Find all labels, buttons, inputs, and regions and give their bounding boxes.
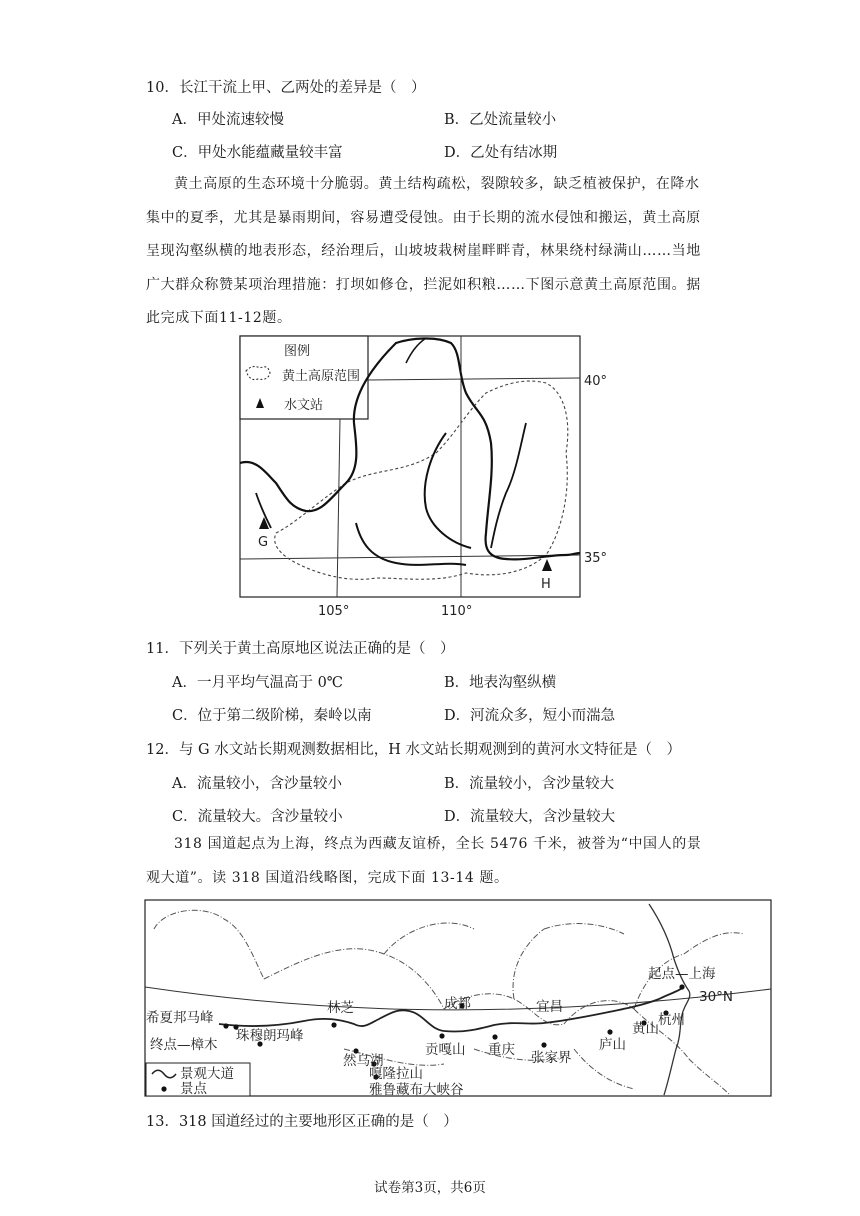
label-gyalaperi: 嘎隆拉山: [369, 1066, 423, 1082]
wei-river: [356, 523, 466, 565]
label-xixabangma: 希夏邦马峰: [146, 1010, 214, 1026]
q12-option-a: A．流量较小，含沙量较小: [172, 776, 342, 792]
q10-option-d: D．乙处有结冰期: [444, 145, 558, 161]
lon-105-label: 105°: [318, 604, 350, 619]
q12-option-c: C．流量较大。含沙量较小: [172, 809, 343, 825]
q13-stem: 13．318 国道经过的主要地形区正确的是（ ）: [146, 1114, 458, 1130]
passage1-line: 呈现沟壑纵横的地表形态，经治理后，山坡坡栽树崖畔畔青，林果绕村绿满山……当地: [146, 243, 701, 259]
legend-station: 水文站: [284, 398, 324, 413]
label-30n: 30°N: [699, 989, 734, 1005]
legend-road: 景观大道: [180, 1066, 234, 1082]
label-gonggashan: 贡嘎山: [425, 1042, 466, 1058]
tributary-river: [425, 433, 471, 548]
label-lushan: 庐山: [599, 1037, 626, 1053]
q12-option-d: D．流量较大，含沙量较大: [444, 809, 616, 825]
q12-stem: 12．与 G 水文站长期观测数据相比，H 水文站长期观测到的黄河水文特征是（ ）: [146, 742, 682, 758]
q10-stem: 10．长江干流上甲、乙两处的差异是（ ）: [146, 80, 426, 96]
q10-option-a: A．甲处流速较慢: [172, 112, 284, 128]
passage1-line: 集中的夏季，尤其是暴雨期间，容易遭受侵蚀。由于长期的流水侵蚀和搬运，黄土高原: [146, 209, 701, 226]
fen-river: [491, 423, 526, 548]
q12-option-b: B．流量较小，含沙量较大: [444, 776, 615, 792]
station-h-label: H: [541, 577, 551, 592]
label-yarlung-canyon: 雅鲁藏布大峡谷: [369, 1082, 464, 1098]
label-chongqing: 重庆: [488, 1042, 515, 1058]
legend-spot-symbol: [161, 1086, 166, 1091]
label-yichang: 宜昌: [536, 999, 563, 1015]
label-ranwuhu: 然乌湖: [343, 1053, 384, 1069]
q11-option-a: A．一月平均气温高于 0℃: [172, 675, 344, 691]
lon-105-line: [337, 419, 340, 597]
page-footer: 试卷第3页，共6页: [374, 1180, 486, 1196]
label-hangzhou: 杭州: [658, 1012, 685, 1028]
label-huangshan: 黄山: [632, 1021, 659, 1037]
label-zhangjiajie: 张家界: [531, 1050, 572, 1066]
route-318-map: [144, 899, 776, 1099]
station-h-icon: [542, 559, 552, 571]
q11-option-d: D．河流众多，短小而湍急: [444, 708, 616, 724]
passage1-line: 广大群众称赞某项治理措施：打坝如修仓，拦泥如积粮……下图示意黄土高原范围。据: [146, 276, 701, 293]
passage-route-318: [146, 828, 726, 895]
q10-option-c: C．甲处水能蕴藏量较丰富: [172, 145, 343, 161]
label-start-shanghai: 起点—上海: [648, 966, 716, 982]
passage2-line: 318 国道起点为上海，终点为西藏友谊桥，全长 5476 千米，被誉为“中国人的景: [174, 836, 702, 852]
q11-option-c: C．位于第二级阶梯，秦岭以南: [172, 708, 372, 724]
passage1-line: 此完成下面11-12题。: [146, 310, 292, 326]
label-chengdu: 成都: [444, 996, 471, 1012]
passage1-line: 黄土高原的生态环境十分脆弱。黄土结构疏松，裂隙较多，缺乏植被保护，在降水: [174, 176, 700, 192]
lat-40-label: 40°: [584, 374, 608, 389]
lat-35-label: 35°: [584, 551, 608, 566]
loess-plateau-map: [236, 333, 636, 623]
q11-stem: 11．下列关于黄土高原地区说法正确的是（ ）: [146, 641, 455, 657]
legend-title: 图例: [284, 344, 311, 359]
tributary-river: [406, 338, 426, 363]
passage2-line: 观大道”。读 318 国道沿线略图，完成下面 13-14 题。: [146, 869, 509, 886]
legend-range: 黄土高原范围: [282, 369, 361, 384]
label-everest: 珠穆朗玛峰: [236, 1028, 304, 1044]
q11-option-b: B．地表沟壑纵横: [444, 675, 557, 691]
station-g-label: G: [258, 535, 269, 550]
label-end-zhangmu: 终点—樟木: [150, 1037, 218, 1053]
lat-40-line: [368, 378, 580, 380]
label-nyingchi: 林芝: [327, 1000, 354, 1016]
passage-loess-plateau: [146, 168, 726, 336]
legend-spot: 景点: [180, 1081, 207, 1097]
lon-110-label: 110°: [441, 604, 473, 619]
q10-option-b: B．乙处流量较小: [444, 112, 557, 128]
